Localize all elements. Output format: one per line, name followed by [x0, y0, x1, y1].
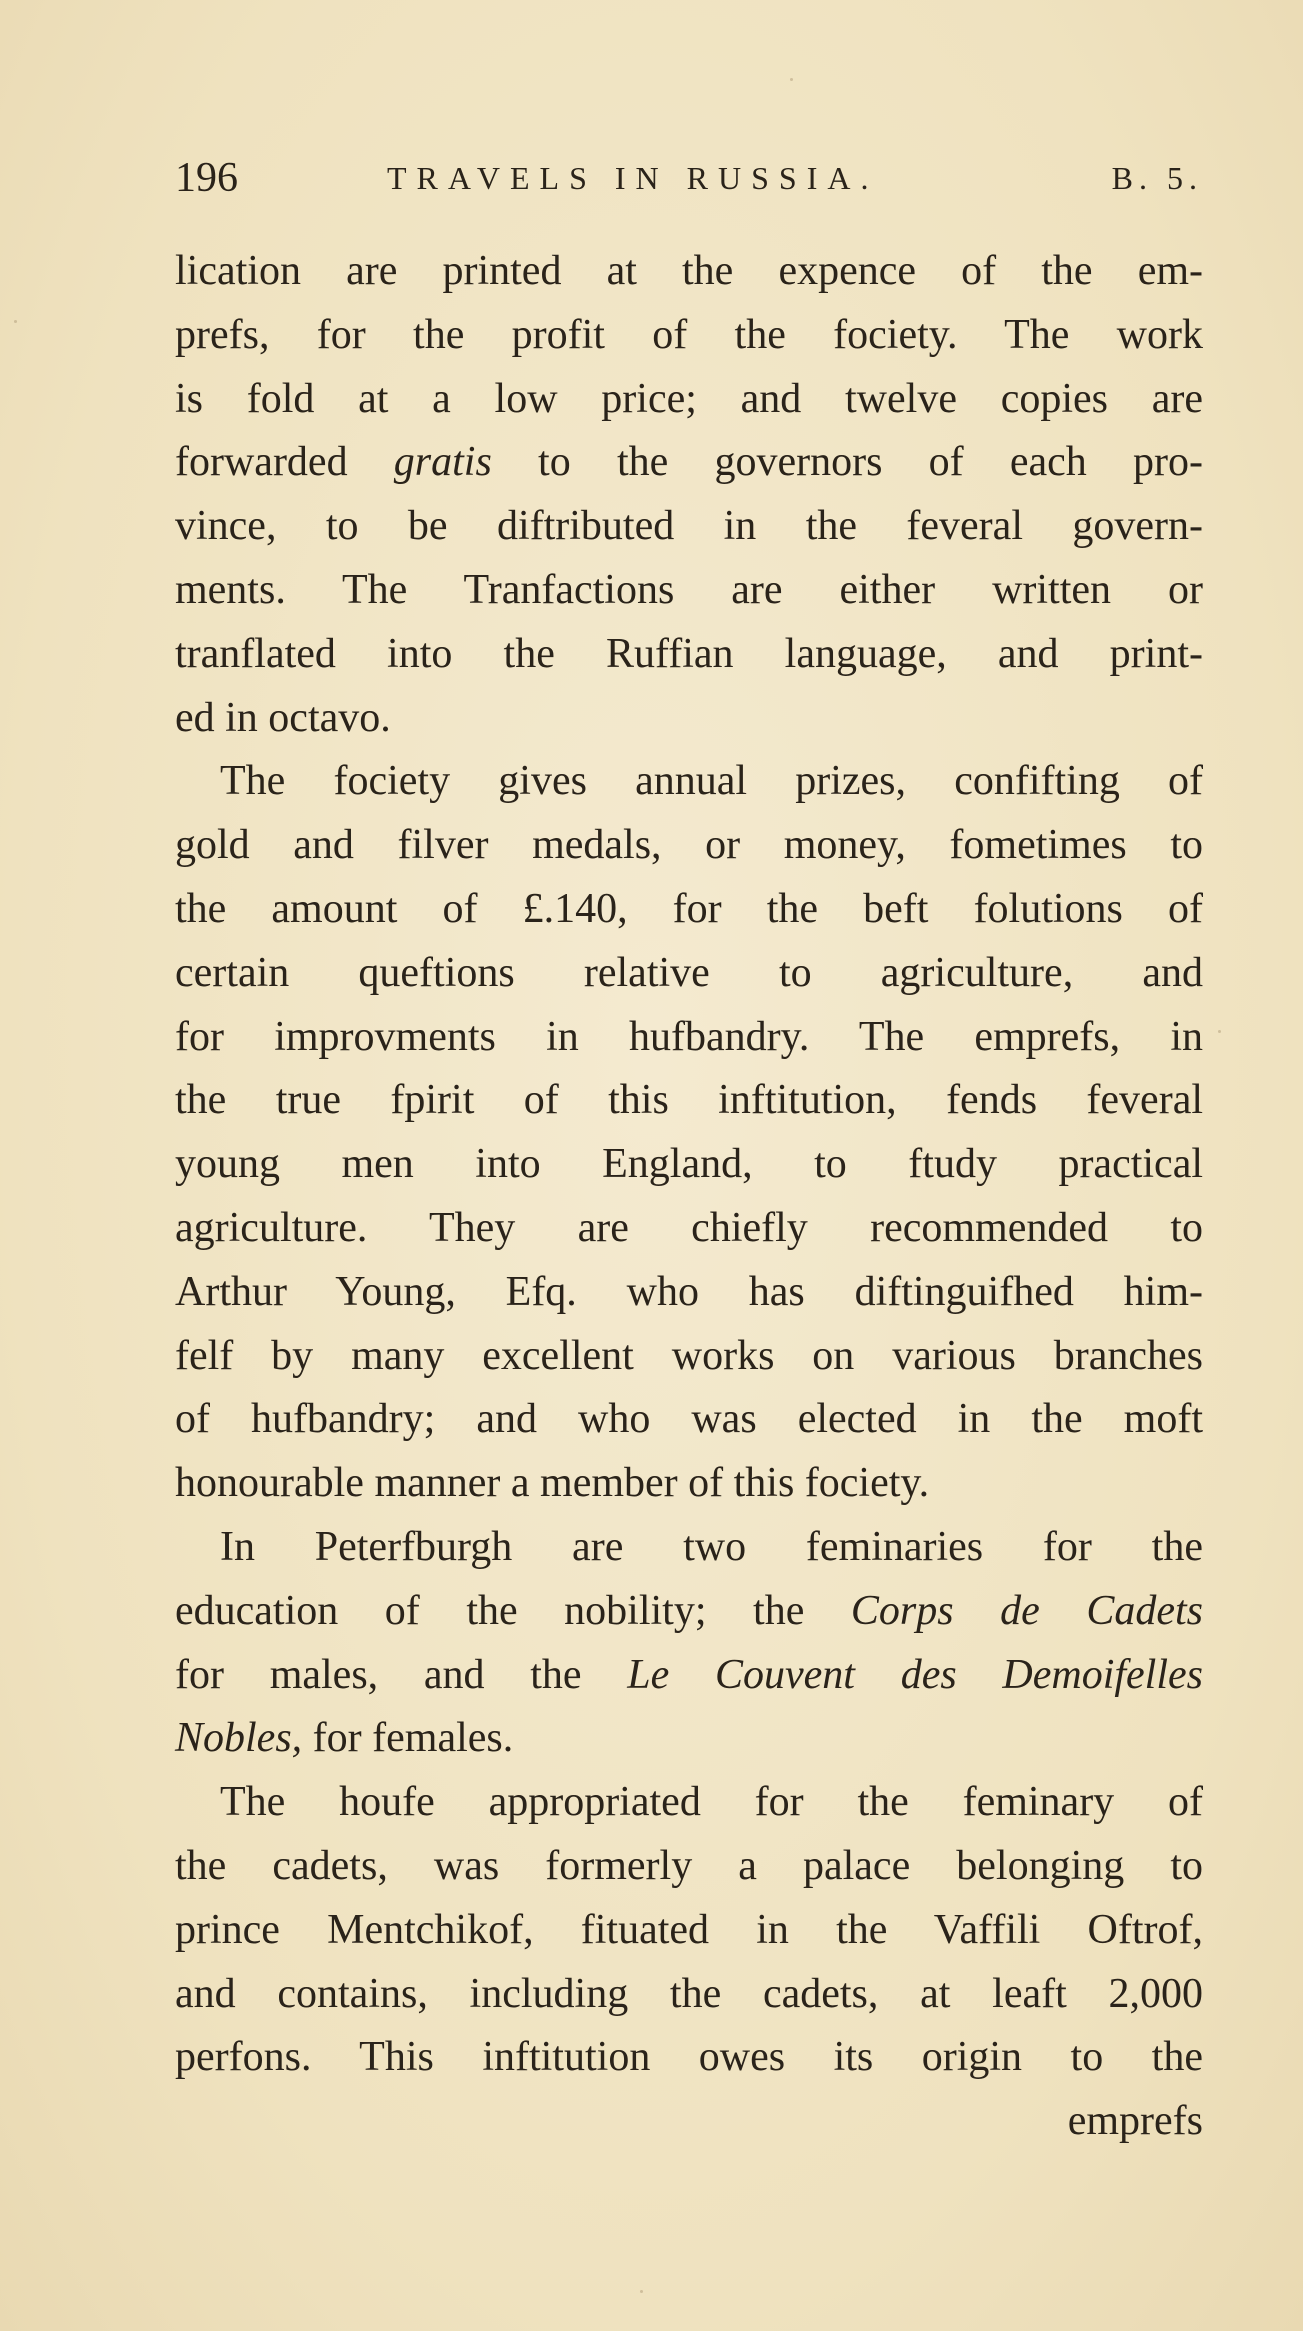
- text-line: [175, 1261, 1203, 1325]
- text-line: [175, 1388, 1203, 1452]
- text-segment: honourable manner a member of this fociety.: [175, 1460, 930, 1507]
- text-line: [175, 431, 1203, 495]
- page-number: 196: [175, 155, 238, 201]
- text-segment: The fociety gives annual prizes, confifting of: [220, 758, 1203, 805]
- text-segment: of hufbandry; and who was elected in the moft: [175, 1396, 1203, 1443]
- paper-speck: [790, 78, 793, 81]
- text-segment: for males, and the: [175, 1651, 628, 1698]
- text-line: [175, 1069, 1203, 1133]
- text-segment: for females.: [302, 1715, 514, 1762]
- text-line: [175, 1197, 1203, 1261]
- text-line: [175, 304, 1203, 368]
- text-line: [175, 368, 1203, 432]
- running-title: TRAVELS IN RUSSIA.: [387, 160, 879, 196]
- text-line: [175, 750, 1203, 814]
- text-segment: agriculture. They are chiefly recommended to: [175, 1204, 1203, 1251]
- text-line: [175, 1644, 1203, 1708]
- text-line: [175, 1452, 1203, 1516]
- text-segment: for improvments in hufbandry. The emprefs, in: [175, 1013, 1203, 1060]
- text-segment: ed in octavo.: [175, 694, 391, 741]
- paper-speck: [14, 320, 17, 323]
- body-text: [175, 240, 1203, 2154]
- text-segment: felf by many excellent works on various branches: [175, 1332, 1203, 1379]
- text-line: [175, 559, 1203, 623]
- text-line: [175, 1580, 1203, 1644]
- text-segment: and contains, including the cadets, at leaft 2,000: [175, 1970, 1203, 2017]
- italic-text: gratis: [393, 439, 492, 486]
- text-line: [175, 878, 1203, 942]
- text-segment: is fold at a low price; and twelve copies are: [175, 375, 1203, 422]
- paper-speck: [1218, 1030, 1221, 1033]
- text-segment: certain queftions relative to agriculture, and: [175, 949, 1203, 996]
- text-line: [175, 2090, 1203, 2154]
- text-line: [175, 687, 1203, 751]
- text-segment: lication are printed at the expence of the em-: [175, 248, 1203, 294]
- text-segment: perfons. This inftitution owes its origin to the: [175, 2034, 1203, 2081]
- italic-text: Nobles,: [175, 1715, 303, 1762]
- text-line: [175, 623, 1203, 687]
- text-segment: to the governors of each pro-: [491, 439, 1203, 486]
- text-segment: ments. The Tranfactions are either written or: [175, 566, 1203, 613]
- text-segment: Arthur Young, Efq. who has diftinguifhed him-: [175, 1268, 1203, 1315]
- text-segment: education of the nobility; the: [175, 1587, 851, 1634]
- text-line: [175, 1899, 1203, 1963]
- text-segment: In Peterfburgh are two feminaries for the: [220, 1523, 1203, 1570]
- text-line: [175, 942, 1203, 1006]
- text-segment: the amount of £.140, for the beft folutions of: [175, 885, 1203, 932]
- text-segment: vince, to be diftributed in the feveral govern-: [175, 503, 1203, 550]
- text-segment: the true fpirit of this inftitution, fends feveral: [175, 1077, 1203, 1124]
- text-line: [175, 1835, 1203, 1899]
- text-line: [175, 1707, 1203, 1771]
- text-line: [175, 2026, 1203, 2090]
- text-segment: prefs, for the profit of the fociety. The work: [175, 311, 1203, 358]
- text-line: [175, 814, 1203, 878]
- text-segment: young men into England, to ftudy practical: [175, 1141, 1203, 1188]
- text-segment: prince Mentchikof, fituated in the Vaffili Oftrof,: [175, 1906, 1203, 1953]
- text-segment: forwarded: [175, 439, 394, 486]
- section-mark: B. 5.: [1111, 160, 1203, 196]
- text-segment: gold and filver medals, or money, fometimes to: [175, 822, 1203, 869]
- text-line: [175, 1516, 1203, 1580]
- text-segment: The houfe appropriated for the feminary of: [220, 1779, 1203, 1826]
- text-line: [175, 1133, 1203, 1197]
- text-segment: the cadets, was formerly a palace belonging to: [175, 1842, 1203, 1889]
- text-line: [175, 1963, 1203, 2027]
- paper-speck: [640, 2290, 643, 2293]
- text-line: [175, 1006, 1203, 1070]
- text-line: [175, 1325, 1203, 1389]
- italic-text: Le Couvent des Demoifelles: [627, 1651, 1204, 1698]
- text-line: [175, 495, 1203, 559]
- running-header: [175, 148, 1203, 208]
- italic-text: Corps de Cadets: [850, 1587, 1203, 1634]
- text-segment: emprefs: [1067, 2098, 1203, 2145]
- text-segment: tranflated into the Ruffian language, and print-: [175, 630, 1203, 677]
- text-line: [175, 1771, 1203, 1835]
- text-line: [175, 240, 1203, 304]
